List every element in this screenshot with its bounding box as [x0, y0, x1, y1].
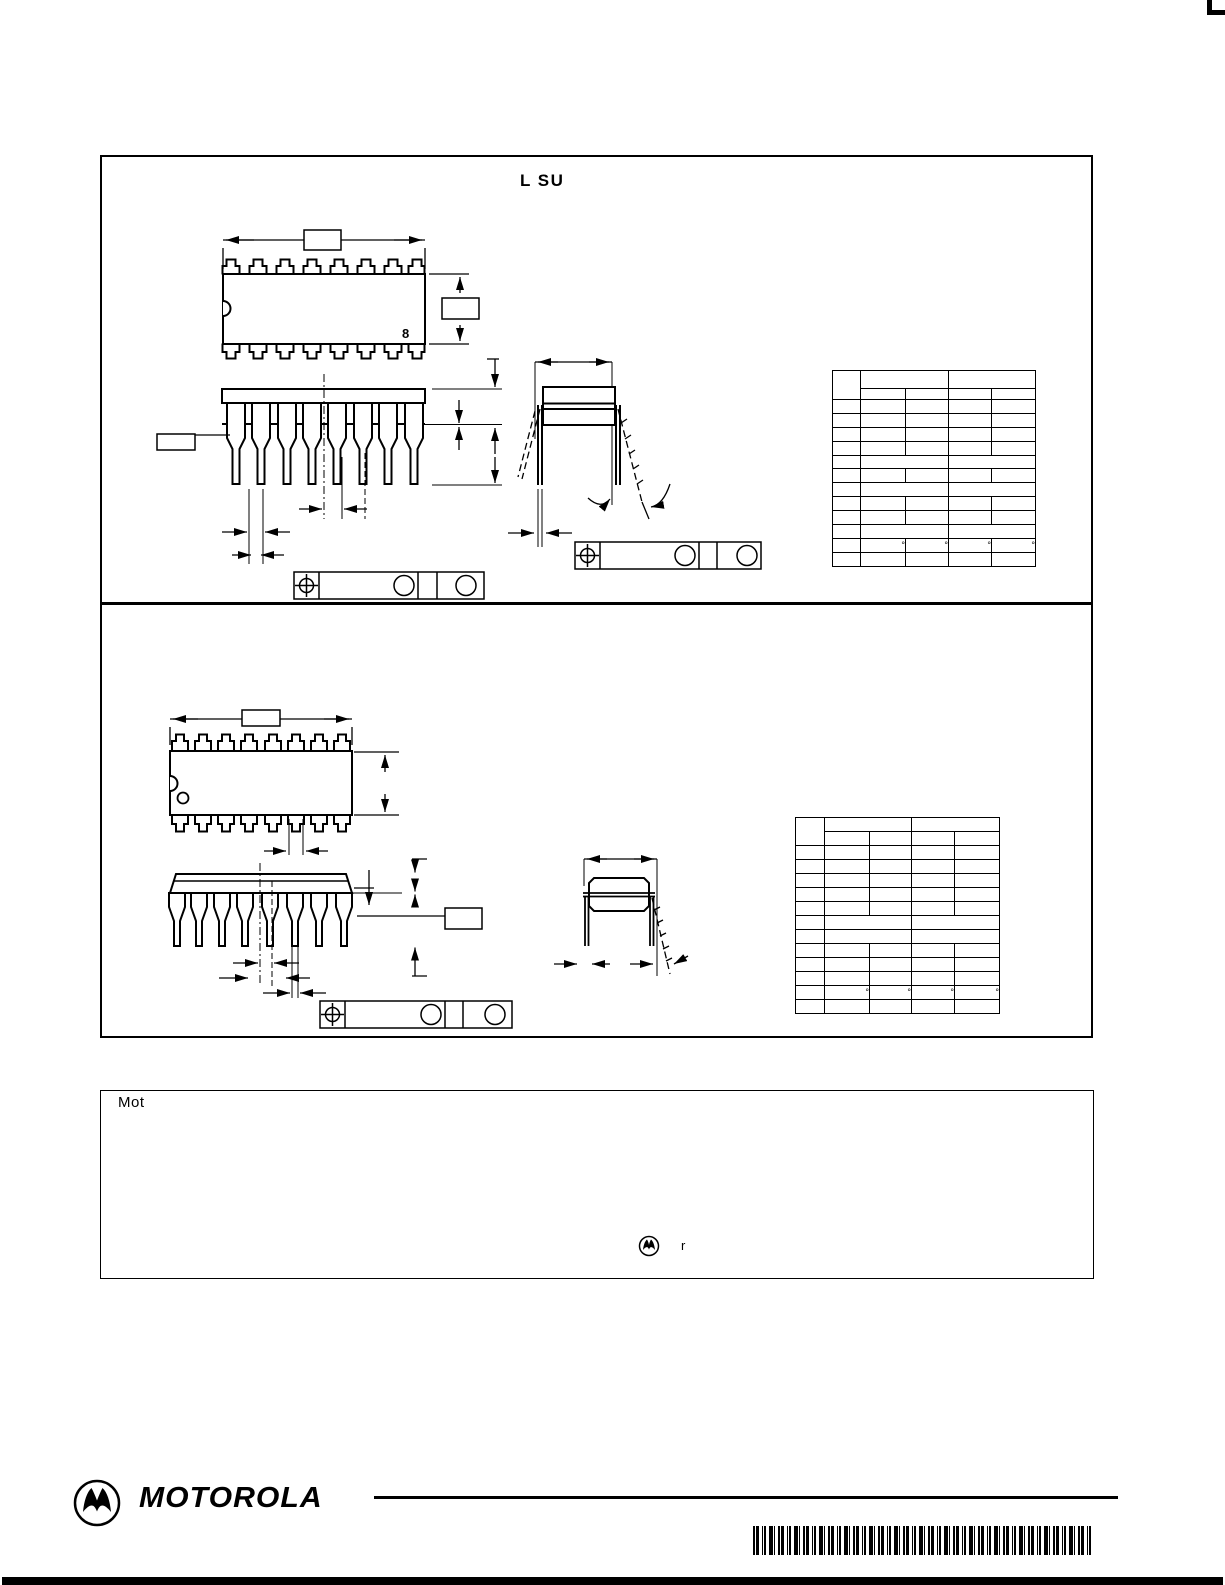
pin-number-label: 8	[402, 326, 410, 341]
dimension-label-box	[242, 710, 280, 726]
dimension-label-box	[157, 434, 195, 450]
case-title: L SU	[520, 171, 565, 190]
material-condition-icon	[737, 546, 757, 566]
dimension-label-box	[445, 908, 482, 929]
footer-rule	[374, 1496, 1118, 1499]
dimension-label-box	[442, 298, 479, 319]
corner-mark-horizontal	[1207, 10, 1225, 15]
motorola-m-trademark-icon	[638, 1235, 660, 1257]
feature-control-frame	[320, 1001, 512, 1028]
end-view	[508, 362, 670, 547]
feature-control-frame	[575, 542, 761, 569]
top-view	[170, 710, 399, 855]
brand-wordmark: MOTOROLA	[139, 1482, 323, 1514]
disclaimer-text: Mot	[118, 1094, 145, 1111]
dimension-table-top: ° ° ° °	[832, 370, 1036, 567]
material-condition-icon	[421, 1005, 441, 1025]
material-condition-icon	[394, 576, 414, 596]
end-view	[554, 859, 688, 976]
motorola-logo-icon	[72, 1478, 122, 1528]
material-condition-icon	[675, 546, 695, 566]
dimension-table-bottom: ° ° ° °	[795, 817, 1000, 1014]
material-condition-icon	[485, 1005, 505, 1025]
side-view	[169, 859, 482, 998]
top-view	[223, 230, 480, 359]
material-condition-icon	[456, 576, 476, 596]
page-bottom-edge-bar	[2, 1577, 1223, 1585]
trademark-text-fragment: r	[681, 1238, 686, 1253]
feature-control-frame	[294, 572, 484, 599]
dimension-label-box	[304, 230, 341, 250]
side-view	[157, 359, 502, 564]
barcode	[753, 1526, 1093, 1555]
disclaimer-box	[100, 1090, 1094, 1279]
